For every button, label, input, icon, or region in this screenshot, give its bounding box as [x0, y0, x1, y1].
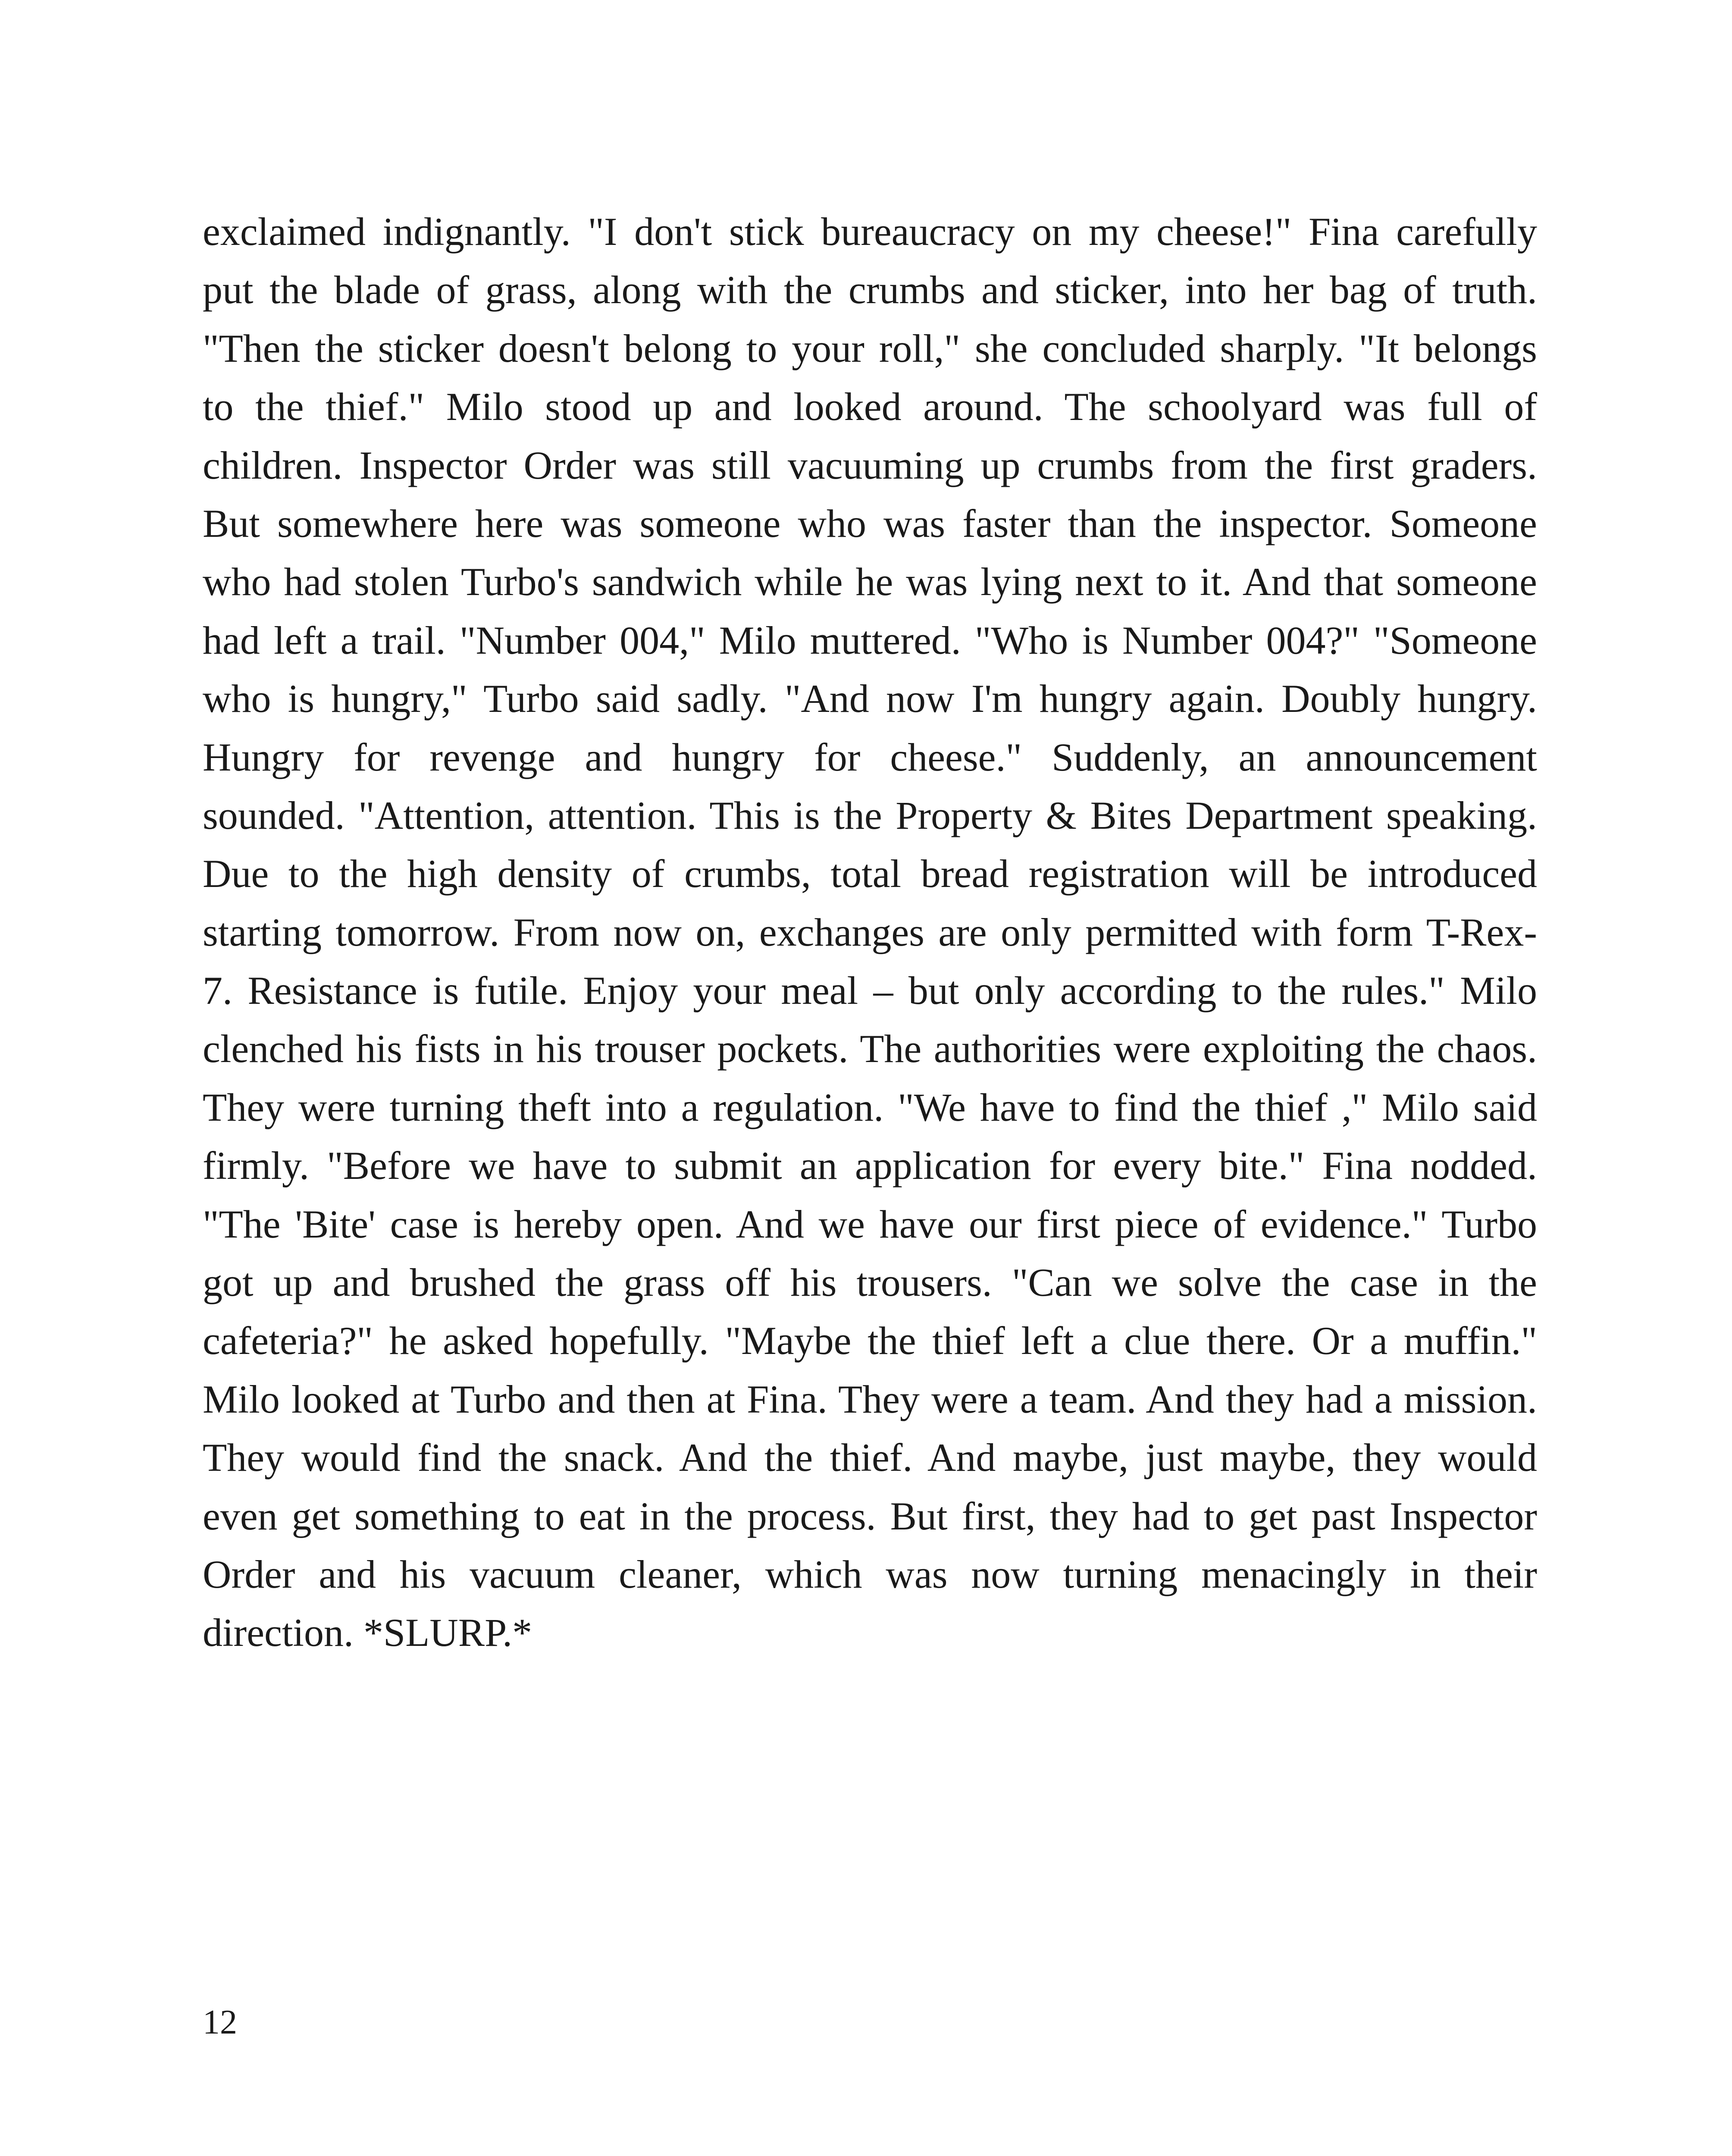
- text-line: sounded. "Attention, attention. This is the Property & Bites Department speaking.: [203, 793, 1537, 837]
- text-line: 7. Resistance is futile. Enjoy your meal – but only according to the rules." Milo: [203, 968, 1537, 1013]
- text-line: clenched his fists in his trouser pockets. The authorities were exploiting the chaos.: [203, 1027, 1537, 1071]
- text-line: They were turning theft into a regulation. "We have to find the thief ," Milo said: [203, 1085, 1537, 1129]
- text-line: to the thief." Milo stood up and looked around. The schoolyard was full of: [203, 385, 1537, 429]
- text-line: had left a trail. "Number 004," Milo muttered. "Who is Number 004?" "Someone: [203, 618, 1537, 662]
- text-line: exclaimed indignantly. "I don't stick bureaucracy on my cheese!" Fina carefully: [203, 210, 1537, 254]
- text-line: Milo looked at Turbo and then at Fina. They were a team. And they had a mission.: [203, 1377, 1537, 1421]
- text-line: Due to the high density of crumbs, total bread registration will be introduced: [203, 852, 1537, 896]
- text-line: But somewhere here was someone who was faster than the inspector. Someone: [203, 501, 1537, 545]
- text-line: Hungry for revenge and hungry for cheese." Suddenly, an announcement: [203, 735, 1537, 779]
- text-line: "The 'Bite' case is hereby open. And we have our first piece of evidence." Turbo: [203, 1202, 1537, 1246]
- text-line: Order and his vacuum cleaner, which was now turning menacingly in their: [203, 1552, 1537, 1596]
- text-line: even get something to eat in the process. But first, they had to get past Inspector: [203, 1494, 1537, 1538]
- body-text: [203, 203, 1537, 1662]
- text-line: put the blade of grass, along with the crumbs and sticker, into her bag of truth.: [203, 268, 1537, 312]
- text-line: "Then the sticker doesn't belong to your roll," she concluded sharply. "It belongs: [203, 326, 1537, 370]
- page-number: 12: [203, 2003, 237, 2041]
- text-line: who had stolen Turbo's sandwich while he was lying next to it. And that someone: [203, 560, 1537, 604]
- text-line: They would find the snack. And the thief. And maybe, just maybe, they would: [203, 1435, 1537, 1480]
- text-line: children. Inspector Order was still vacuuming up crumbs from the first graders.: [203, 443, 1537, 487]
- text-line: who is hungry," Turbo said sadly. "And now I'm hungry again. Doubly hungry.: [203, 677, 1537, 721]
- text-line: starting tomorrow. From now on, exchanges are only permitted with form T-Rex-: [203, 910, 1537, 954]
- text-line: direction. *SLURP.*: [203, 1611, 532, 1655]
- text-line: cafeteria?" he asked hopefully. "Maybe the thief left a clue there. Or a muffin.": [203, 1319, 1537, 1363]
- text-line: firmly. "Before we have to submit an application for every bite." Fina nodded.: [203, 1144, 1537, 1188]
- text-line: got up and brushed the grass off his trousers. "Can we solve the case in the: [203, 1260, 1537, 1305]
